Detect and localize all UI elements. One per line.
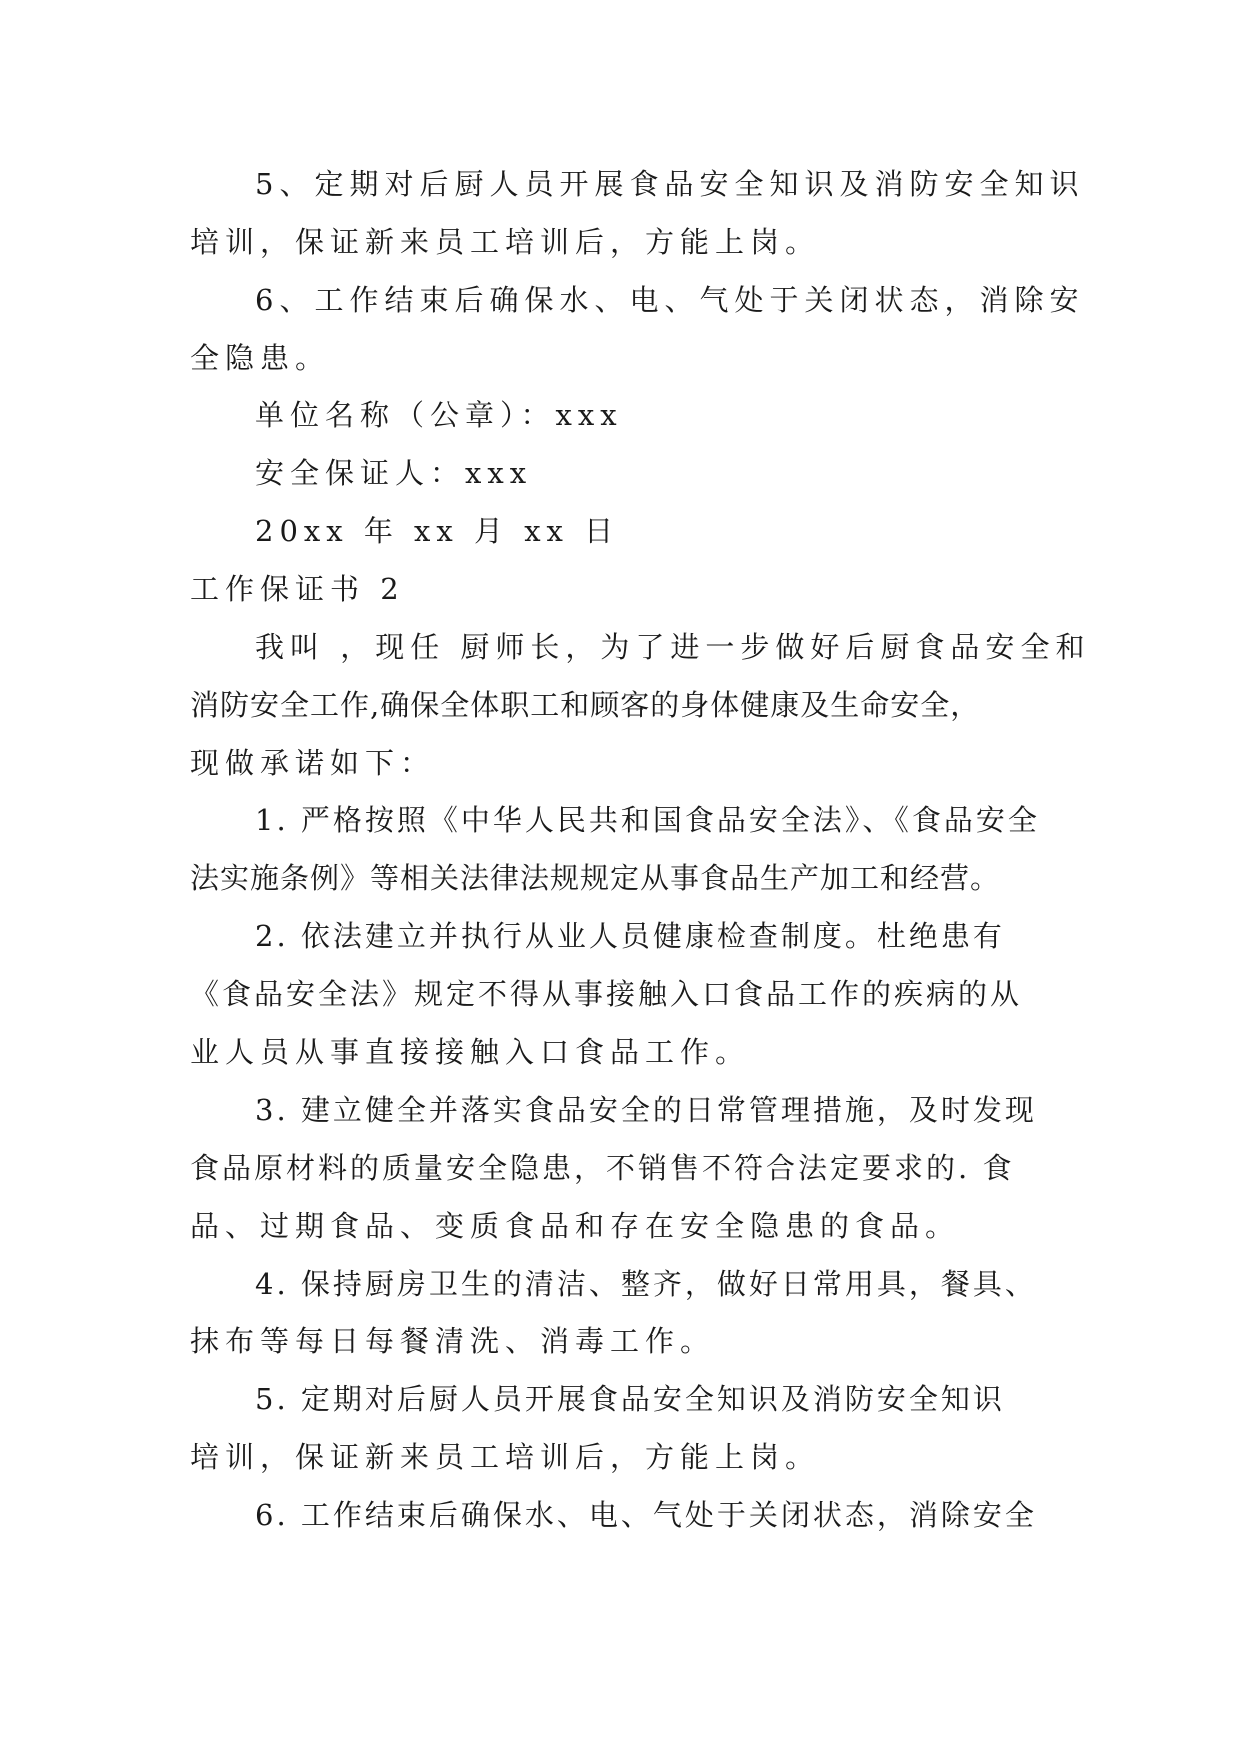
date-line: 20xx 年 xx 月 xx 日 <box>255 514 620 548</box>
paragraph-line: 5、定期对后厨人员开展食品安全知识及消防安全知识 <box>255 167 1085 201</box>
paragraph-line: 6、工作结束后确保水、电、气处于关闭状态，消除安 <box>255 283 1085 317</box>
paragraph-line: 品、过期食品、变质食品和存在安全隐患的食品。 <box>190 1209 961 1243</box>
paragraph-line: 消防安全工作,确保全体职工和顾客的身体健康及生命安全， <box>190 688 981 722</box>
section-title: 工作保证书 2 <box>190 572 405 606</box>
paragraph-line: 4. 保持厨房卫生的清洁、整齐，做好日常用具，餐具、 <box>255 1267 1037 1301</box>
paragraph-line: 业人员从事直接接触入口食品工作。 <box>190 1035 751 1069</box>
paragraph-line: 现做承诺如下： <box>190 746 436 780</box>
paragraph-line: 我叫 ，现任 厨师长，为了进一步做好后厨食品安全和 <box>255 630 1091 664</box>
unit-name-line: 单位名称（公章）：xxx <box>255 398 623 432</box>
paragraph-line: 5. 定期对后厨人员开展食品安全知识及消防安全知识 <box>255 1382 1005 1416</box>
paragraph-line: 培训，保证新来员工培训后，方能上岗。 <box>190 225 821 259</box>
paragraph-line: 2. 依法建立并执行从业人员健康检查制度。杜绝患有 <box>255 919 1005 953</box>
paragraph-line: 食品原材料的质量安全隐患，不销售不符合法定要求的. 食 <box>190 1151 1015 1185</box>
paragraph-line: 3. 建立健全并落实食品安全的日常管理措施，及时发现 <box>255 1093 1037 1127</box>
paragraph-line: 《食品安全法》规定不得从事接触入口食品工作的疾病的从 <box>190 977 1023 1011</box>
paragraph-line: 法实施条例》等相关法律法规规定从事食品生产加工和经营。 <box>190 861 1001 895</box>
paragraph-line: 全隐患。 <box>190 341 331 375</box>
paragraph-line: 6. 工作结束后确保水、电、气处于关闭状态，消除安全 <box>255 1498 1037 1532</box>
guarantor-line: 安全保证人：xxx <box>255 456 533 490</box>
paragraph-line: 培训，保证新来员工培训后，方能上岗。 <box>190 1440 821 1474</box>
paragraph-line: 1. 严格按照《中华人民共和国食品安全法》、《食品安全 <box>255 803 1040 837</box>
paragraph-line: 抹布等每日每餐清洗、消毒工作。 <box>190 1324 716 1358</box>
